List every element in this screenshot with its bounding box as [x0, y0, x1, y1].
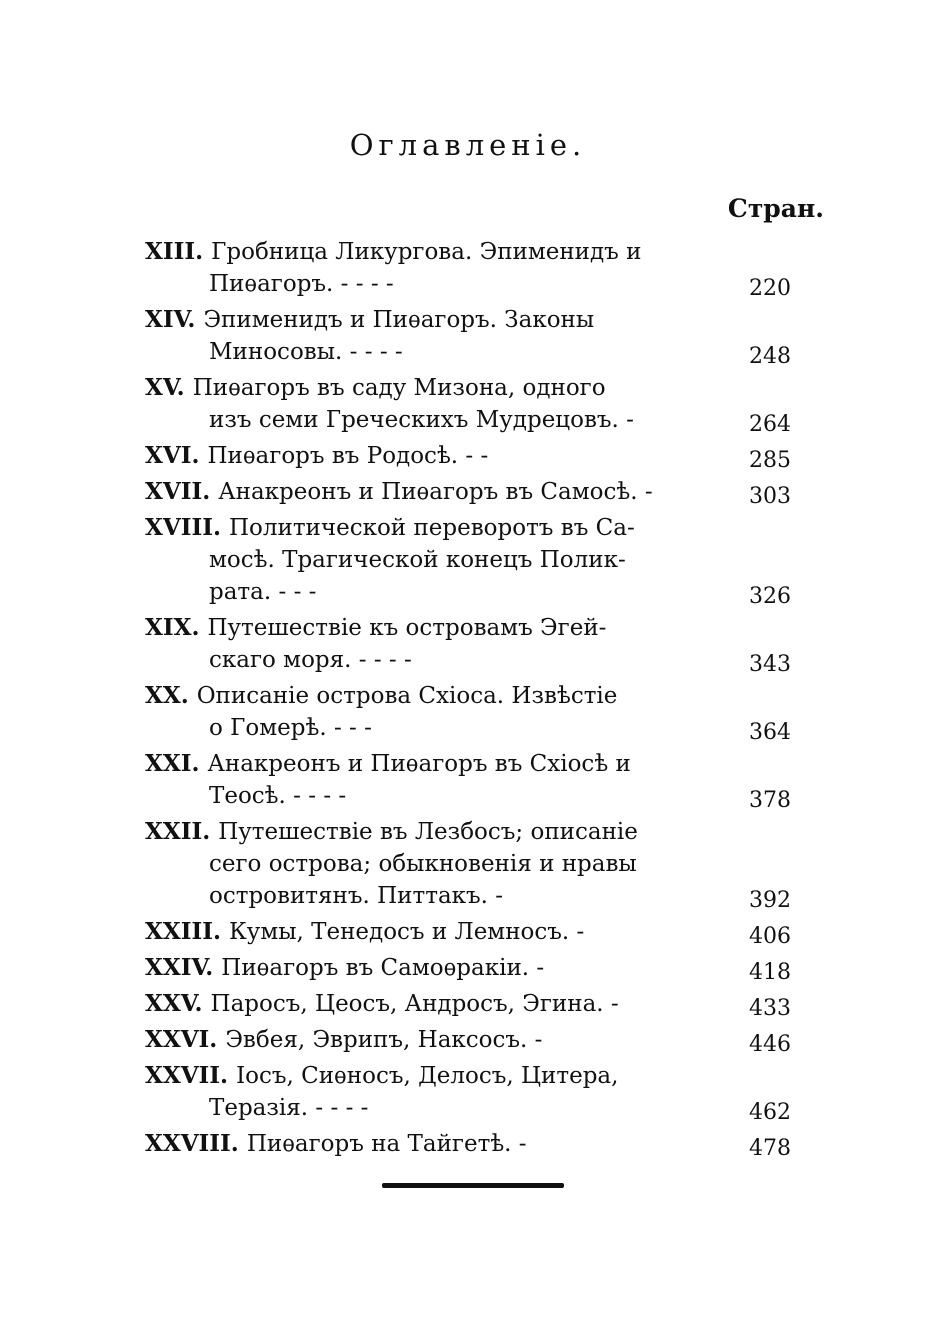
toc-entry — [145, 1128, 825, 1160]
chapter-number: XXVI. — [145, 1026, 218, 1053]
chapter-number: XXIII. — [145, 918, 221, 945]
chapter-number: XX. — [145, 682, 189, 709]
table-of-contents — [145, 236, 825, 1164]
chapter-title-text: Кумы, Тенедосъ и Лемносъ. - — [228, 919, 585, 945]
closing-rule-divider — [382, 1183, 564, 1188]
page-number: 433 — [749, 996, 791, 1020]
toc-entry-line — [145, 848, 825, 880]
chapter-title-text: изъ семи Греческихъ Мудрецовъ. - — [209, 407, 634, 433]
page-title: Оглавленіе. — [349, 128, 587, 162]
chapter-title-text: Эвбея, Эврипъ, Наксосъ. - — [225, 1027, 543, 1053]
page-number: 343 — [749, 652, 791, 676]
chapter-number: XXI. — [145, 750, 200, 777]
toc-entry — [145, 952, 825, 984]
chapter-title-text: Пиѳагоръ въ Родосѣ. - - — [207, 443, 489, 469]
chapter-title-text: Теразія. - - - - — [209, 1095, 369, 1121]
toc-entry-line — [145, 476, 825, 508]
toc-entry-line — [145, 268, 825, 300]
chapter-number: XXVIII. — [145, 1130, 239, 1157]
toc-entry-line — [145, 748, 825, 780]
toc-entry — [145, 236, 825, 300]
toc-entry — [145, 612, 825, 676]
page-column-header: Стран. — [727, 194, 824, 223]
toc-entry-line — [145, 644, 825, 676]
toc-entry-line — [145, 612, 825, 644]
toc-entry-line — [145, 1060, 825, 1092]
chapter-number: XXII. — [145, 818, 211, 845]
chapter-title-text: Пиѳагоръ въ Самоѳракіи. - — [221, 955, 545, 981]
chapter-title-text: Теосѣ. - - - - — [209, 783, 347, 809]
toc-entry-line — [145, 236, 825, 268]
toc-entry — [145, 372, 825, 436]
chapter-number: XXV. — [145, 990, 203, 1017]
chapter-title-text: островитянъ. Питтакъ. - — [209, 883, 504, 909]
toc-entry-line — [145, 372, 825, 404]
chapter-title-text: Путешествіе къ островамъ Эгей- — [207, 615, 607, 641]
page-number: 248 — [749, 344, 791, 368]
chapter-number: XIV. — [145, 306, 196, 333]
page-number: 446 — [749, 1032, 791, 1056]
toc-entry — [145, 512, 825, 608]
toc-entry — [145, 1060, 825, 1124]
toc-entry-line — [145, 304, 825, 336]
page-number: 406 — [749, 924, 791, 948]
toc-entry — [145, 476, 825, 508]
toc-entry-line — [145, 680, 825, 712]
toc-entry-line — [145, 780, 825, 812]
toc-entry-line — [145, 404, 825, 436]
chapter-title-text: Пиѳагоръ въ саду Мизона, одного — [192, 375, 606, 401]
page-number: 462 — [749, 1100, 791, 1124]
page-number: 478 — [749, 1136, 791, 1160]
chapter-title-text: Пиѳагоръ. - - - - — [209, 271, 394, 297]
toc-entry — [145, 988, 825, 1020]
chapter-number: XIX. — [145, 614, 200, 641]
chapter-title-text: Миносовы. - - - - — [209, 339, 403, 365]
page-number: 418 — [749, 960, 791, 984]
toc-entry-line — [145, 544, 825, 576]
chapter-title-text: Пиѳагоръ на Тайгетѣ. - — [246, 1131, 527, 1157]
chapter-number: XXIV. — [145, 954, 214, 981]
page-number: 303 — [749, 484, 791, 508]
toc-entry — [145, 680, 825, 744]
chapter-title-text: Эпименидъ и Пиѳагоръ. Законы — [203, 307, 595, 333]
toc-entry — [145, 440, 825, 472]
toc-entry-line — [145, 916, 825, 948]
toc-entry-line — [145, 1024, 825, 1056]
toc-entry-line — [145, 336, 825, 368]
chapter-title-text: сего острова; обыкновенія и нравы — [209, 851, 637, 877]
page-number: 378 — [749, 788, 791, 812]
toc-entry-line — [145, 880, 825, 912]
chapter-title-text: Гробница Ликургова. Эпименидъ и — [211, 239, 642, 265]
chapter-title-text: рата. - - - — [209, 579, 317, 605]
toc-entry-line — [145, 988, 825, 1020]
toc-entry-line — [145, 712, 825, 744]
toc-entry-line — [145, 816, 825, 848]
toc-entry-line — [145, 1128, 825, 1160]
toc-entry-line — [145, 440, 825, 472]
chapter-title-text: Анакреонъ и Пиѳагоръ въ Схіосѣ и — [207, 751, 631, 777]
chapter-title-text: Путешествіе въ Лезбосъ; описаніе — [218, 819, 638, 845]
chapter-number: XVI. — [145, 442, 200, 469]
chapter-number: XXVII. — [145, 1062, 229, 1089]
toc-entry-line — [145, 512, 825, 544]
page-number: 285 — [749, 448, 791, 472]
chapter-title-text: скаго моря. - - - - — [209, 647, 412, 673]
chapter-number: XVIII. — [145, 514, 221, 541]
chapter-title-text: Іосъ, Сиѳносъ, Делосъ, Цитера, — [236, 1063, 619, 1089]
page-number: 392 — [749, 888, 791, 912]
chapter-title-text: Анакреонъ и Пиѳагоръ въ Самосѣ. - — [218, 479, 653, 505]
chapter-number: XVII. — [145, 478, 211, 505]
toc-entry — [145, 748, 825, 812]
page-number: 264 — [749, 412, 791, 436]
chapter-title-text: мосѣ. Трагической конецъ Полик- — [209, 547, 626, 573]
toc-entry — [145, 304, 825, 368]
toc-entry — [145, 1024, 825, 1056]
chapter-title-text: Описаніе острова Схіоса. Извѣстіе — [196, 683, 618, 709]
chapter-title-text: Паросъ, Цеосъ, Андросъ, Эгина. - — [210, 991, 619, 1017]
toc-entry-line — [145, 952, 825, 984]
chapter-title-text: о Гомерѣ. - - - — [209, 715, 372, 741]
toc-entry — [145, 916, 825, 948]
toc-entry-line — [145, 576, 825, 608]
chapter-number: XV. — [145, 374, 185, 401]
page-number: 326 — [749, 584, 791, 608]
page-number: 364 — [749, 720, 791, 744]
chapter-number: XIII. — [145, 238, 204, 265]
toc-entry — [145, 816, 825, 912]
chapter-title-text: Политической переворотъ въ Са- — [228, 515, 635, 541]
page-number: 220 — [749, 276, 791, 300]
toc-entry-line — [145, 1092, 825, 1124]
